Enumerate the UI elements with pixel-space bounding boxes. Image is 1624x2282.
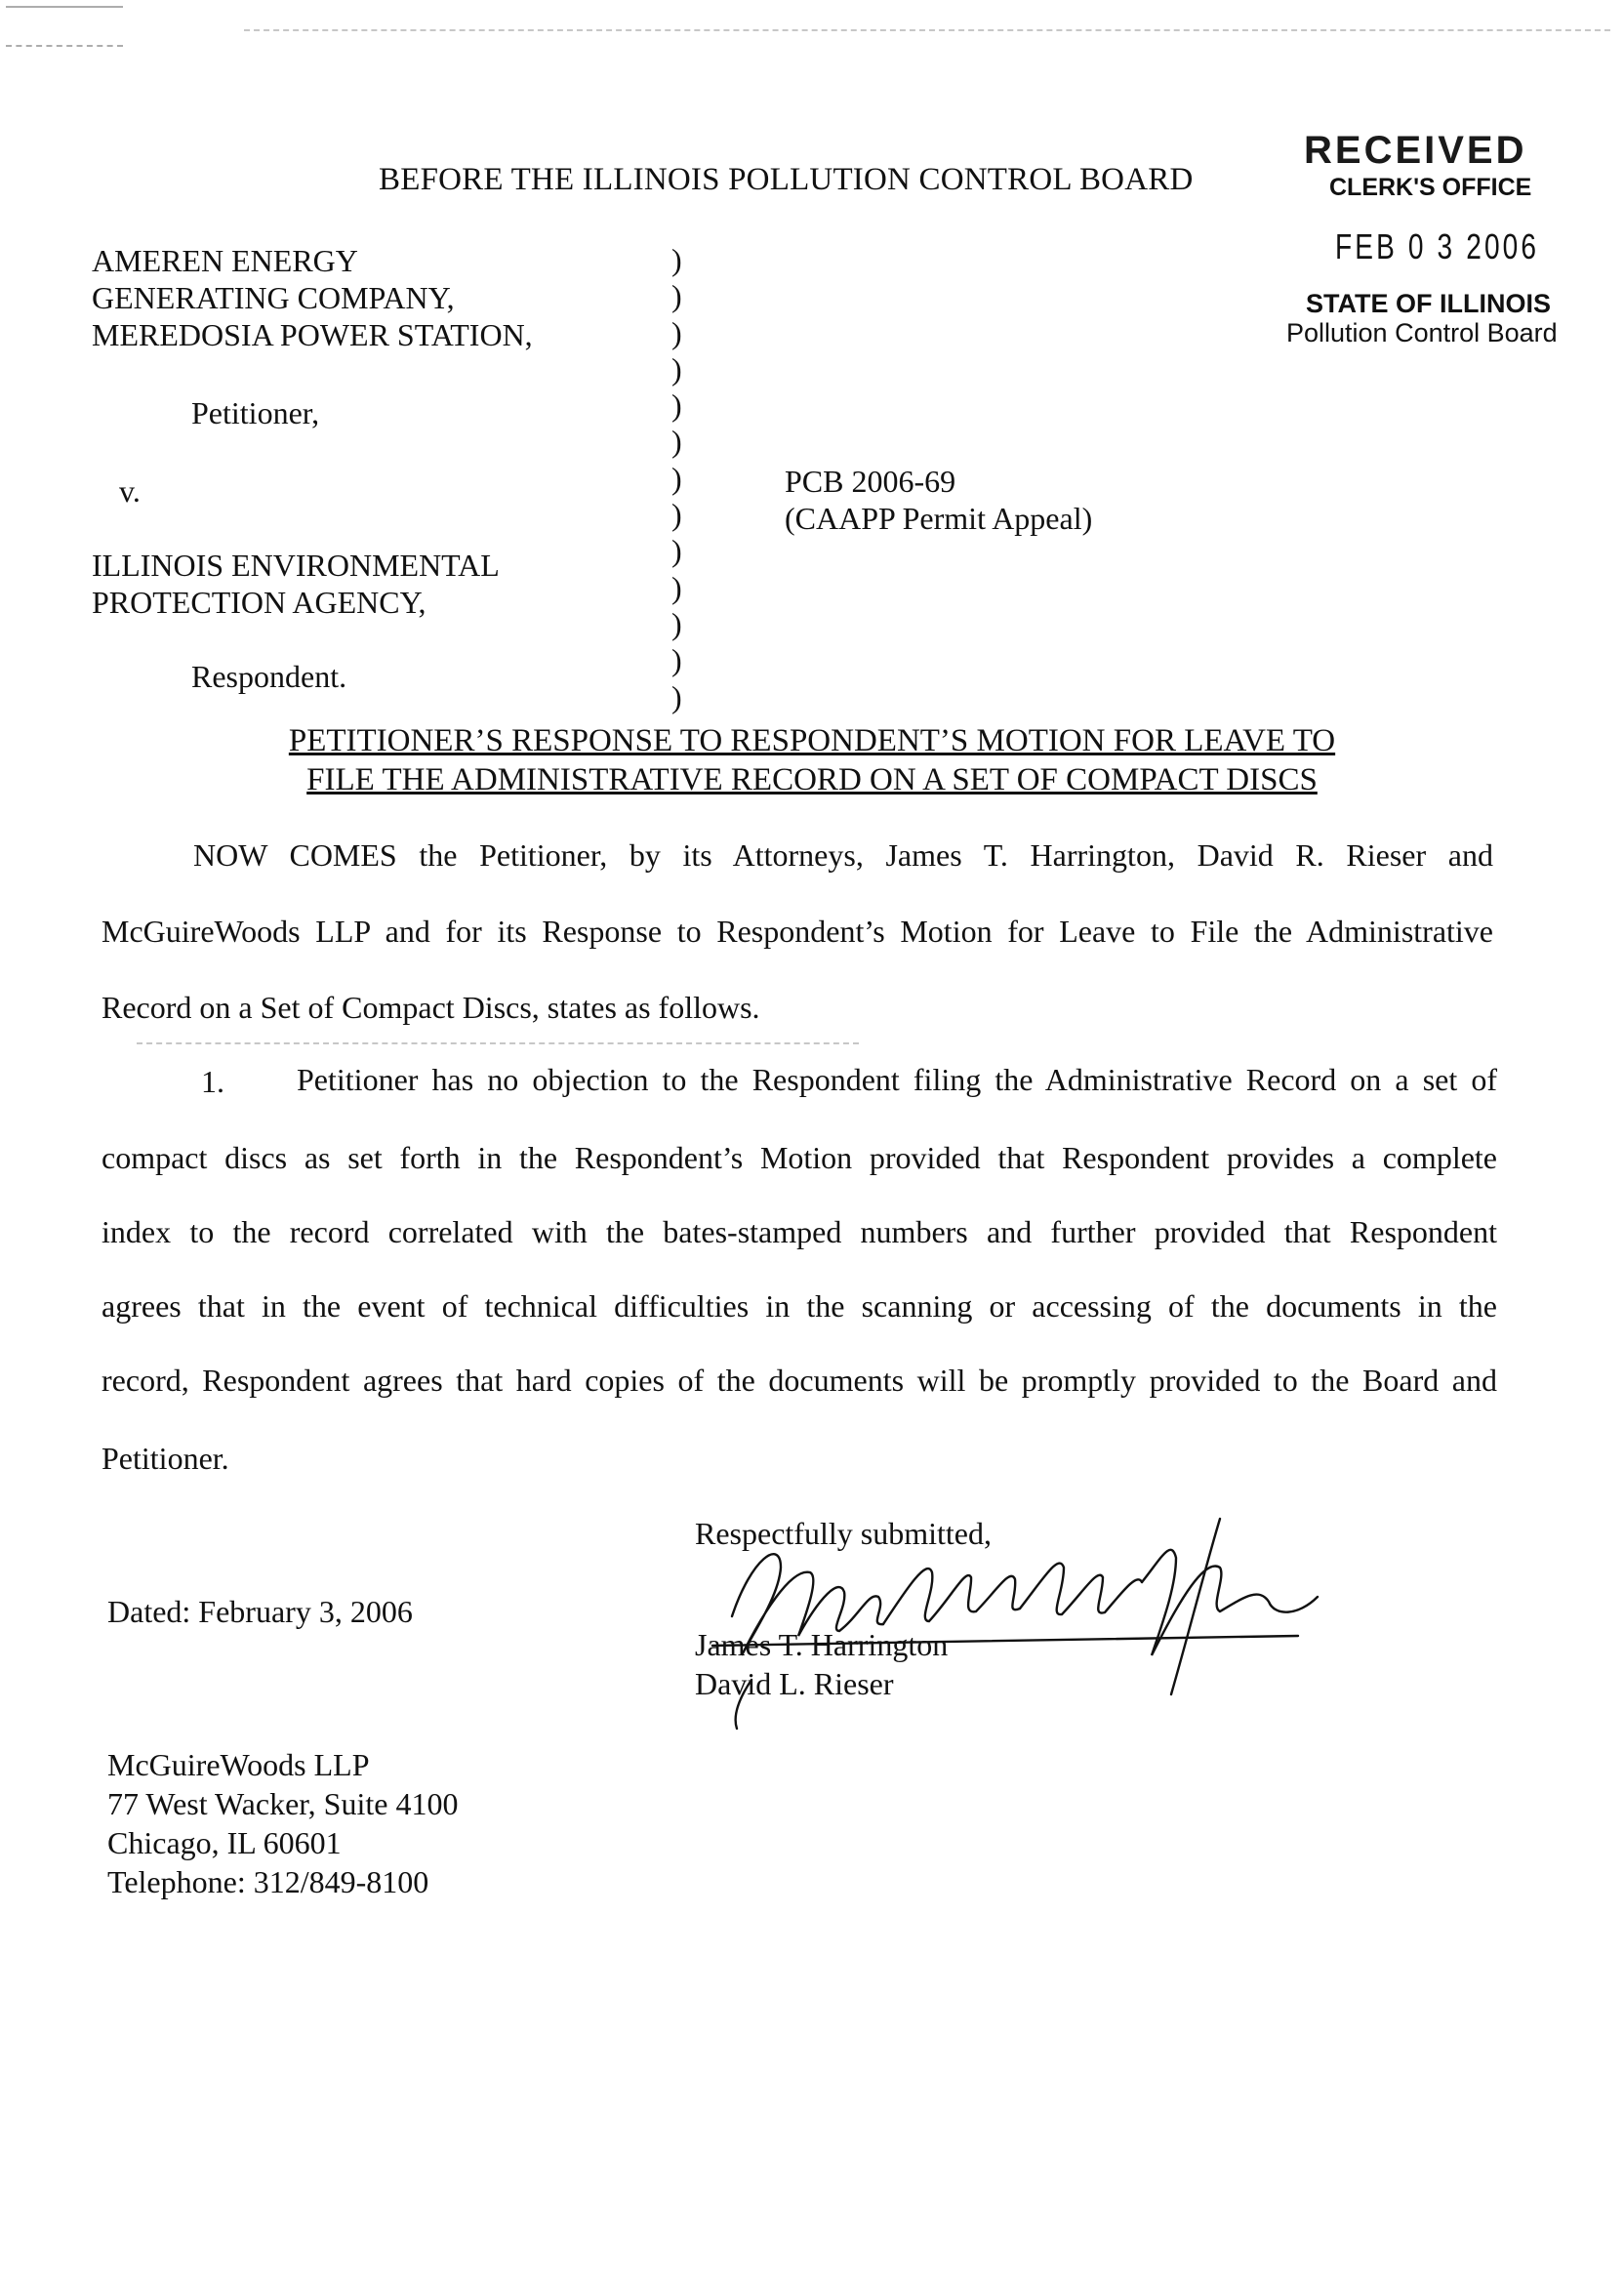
dated: Dated: February 3, 2006: [107, 1594, 413, 1629]
document-title-line-2: FILE THE ADMINISTRATIVE RECORD ON A SET OF COMPACT DISCS: [306, 762, 1318, 797]
respondent-name-2: PROTECTION AGENCY,: [92, 585, 426, 620]
address-line-3: Chicago, IL 60601: [107, 1825, 342, 1860]
paragraph-line-6: Petitioner.: [102, 1441, 229, 1476]
stamp-board: Pollution Control Board: [1286, 318, 1558, 347]
board-title: BEFORE THE ILLINOIS POLLUTION CONTROL BOARD: [379, 162, 1194, 197]
address-line-2: 77 West Wacker, Suite 4100: [107, 1786, 459, 1821]
signer-1: James T. Harrington: [695, 1627, 949, 1662]
paragraph-number: 1.: [201, 1064, 224, 1099]
petitioner-name-2: GENERATING COMPANY,: [92, 280, 455, 315]
address-line-4: Telephone: 312/849-8100: [107, 1864, 429, 1899]
intro-line-3: Record on a Set of Compact Discs, states as follows.: [102, 990, 760, 1025]
petitioner-name-1: AMEREN ENERGY: [92, 243, 358, 278]
scan-artifact: [137, 1042, 859, 1044]
respondent-label: Respondent.: [191, 659, 347, 694]
stamp-clerks-office: CLERK'S OFFICE: [1329, 174, 1532, 201]
stamp-received: RECEIVED: [1304, 129, 1527, 172]
closing: Respectfully submitted,: [695, 1516, 992, 1551]
scan-artifact: [244, 29, 1610, 31]
address-line-1: McGuireWoods LLP: [107, 1747, 370, 1782]
paragraph-line-5: record, Respondent agrees that hard copies of the documents will be promptly provided to the Board and: [102, 1363, 1497, 1398]
document-title-line-1: PETITIONER’S RESPONSE TO RESPONDENT’S MOTION FOR LEAVE TO: [288, 723, 1336, 758]
versus: v.: [119, 473, 141, 509]
petitioner-name-3: MEREDOSIA POWER STATION,: [92, 317, 533, 352]
intro-line-2: McGuireWoods LLP and for its Response to Respondent’s Motion for Leave to File the Administrative: [102, 914, 1493, 949]
case-number: PCB 2006-69: [785, 464, 956, 499]
stamp-date: FEB 0 3 2006: [1335, 226, 1540, 266]
paragraph-line-3: index to the record correlated with the bates-stamped numbers and further provided that Respondent: [102, 1214, 1497, 1249]
stamp-state: STATE OF ILLINOIS: [1306, 289, 1551, 318]
scan-artifact: [6, 6, 123, 8]
paragraph-line-1: Petitioner has no objection to the Respondent filing the Administrative Record on a set of: [297, 1062, 1497, 1097]
scan-artifact: [6, 45, 123, 47]
signer-2: David L. Rieser: [695, 1666, 894, 1701]
respondent-name-1: ILLINOIS ENVIRONMENTAL: [92, 548, 500, 583]
paragraph-line-2: compact discs as set forth in the Respondent’s Motion provided that Respondent provides a complete: [102, 1140, 1497, 1175]
intro-line-1: NOW COMES the Petitioner, by its Attorneys, James T. Harrington, David R. Rieser and: [193, 837, 1493, 873]
case-type: (CAAPP Permit Appeal): [785, 501, 1093, 536]
petitioner-label: Petitioner,: [191, 395, 320, 430]
paragraph-line-4: agrees that in the event of technical difficulties in the scanning or accessing of the documents in the: [102, 1288, 1497, 1324]
caption-brackets: ) ) ) ) ) ) ) ) ) ) ) ) ): [671, 242, 682, 714]
